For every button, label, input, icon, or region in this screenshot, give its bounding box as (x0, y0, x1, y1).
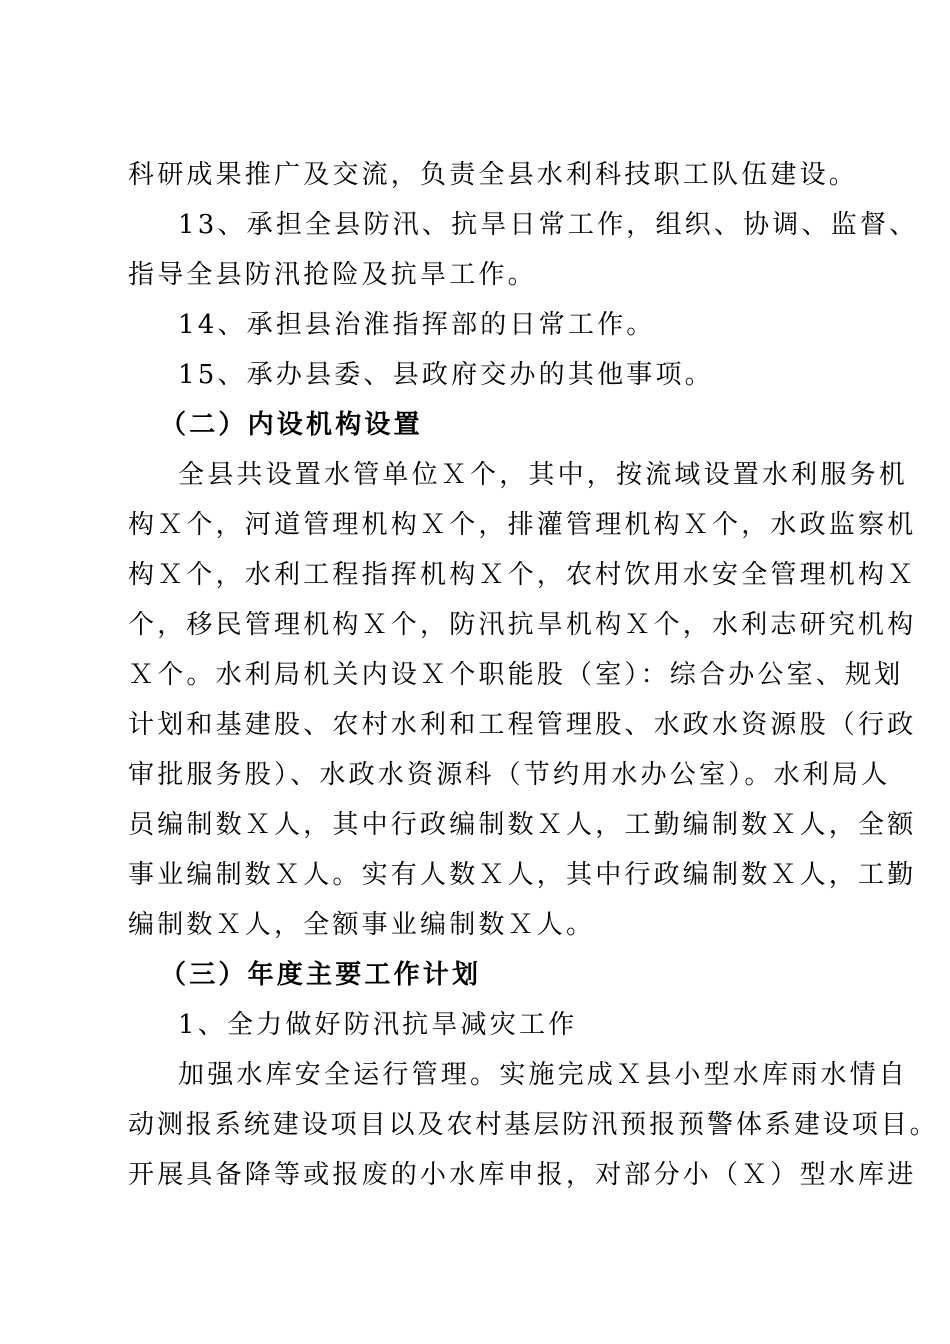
paragraph-line: 计划和基建股、农村水利和工程管理股、水政水资源股（行政 (128, 710, 917, 740)
paragraph-line: 全县共设置水管单位Ｘ个，其中，按流域设置水利服务机 (178, 460, 909, 490)
paragraph-line: Ｘ个。水利局机关内设Ｘ个职能股（室）：综合办公室、规划 (128, 660, 904, 690)
paragraph-line: 构Ｘ个，水利工程指挥机构Ｘ个，农村饮用水安全管理机构Ｘ (128, 560, 917, 590)
paragraph-line: 员编制数Ｘ人，其中行政编制数Ｘ人，工勤编制数Ｘ人，全额 (128, 810, 917, 840)
paragraph-line: 事业编制数Ｘ人。实有人数Ｘ人，其中行政编制数Ｘ人，工勤 (128, 860, 917, 890)
list-item-13: 13、承担全县防汛、抗旱日常工作，组织、协调、监督、 (178, 210, 919, 240)
section-heading-2: （二）内设机构设置 (160, 410, 423, 440)
paragraph-line: 编制数Ｘ人，全额事业编制数Ｘ人。 (128, 910, 596, 940)
section-heading-3: （三）年度主要工作计划 (160, 960, 482, 990)
paragraph-line: 动测报系统建设项目以及农村基层防汛预报预警体系建设项目。 (128, 1110, 939, 1140)
paragraph-line: 开展具备降等或报废的小水库申报，对部分小（Ｘ）型水库进 (128, 1160, 917, 1190)
paragraph-line: 个，移民管理机构Ｘ个，防汛抗旱机构Ｘ个，水利志研究机构 (128, 610, 917, 640)
list-item-15: 15、承办县委、县政府交办的其他事项。 (178, 360, 714, 390)
paragraph-line: 加强水库安全运行管理。实施完成Ｘ县小型水库雨水情自 (178, 1060, 909, 1090)
list-item-14: 14、承担县治淮指挥部的日常工作。 (178, 310, 656, 340)
paragraph-line: 审批服务股）、水政水资源科（节约用水办公室）。水利局人 (128, 760, 891, 790)
sub-heading-1: 1、全力做好防汛抗旱减灾工作 (178, 1010, 578, 1040)
paragraph-line: 科研成果推广及交流，负责全县水利科技职工队伍建设。 (128, 160, 859, 190)
paragraph-line: 构Ｘ个，河道管理机构Ｘ个，排灌管理机构Ｘ个，水政监察机 (128, 510, 917, 540)
paragraph-line: 指导全县防汛抢险及抗旱工作。 (128, 260, 537, 290)
